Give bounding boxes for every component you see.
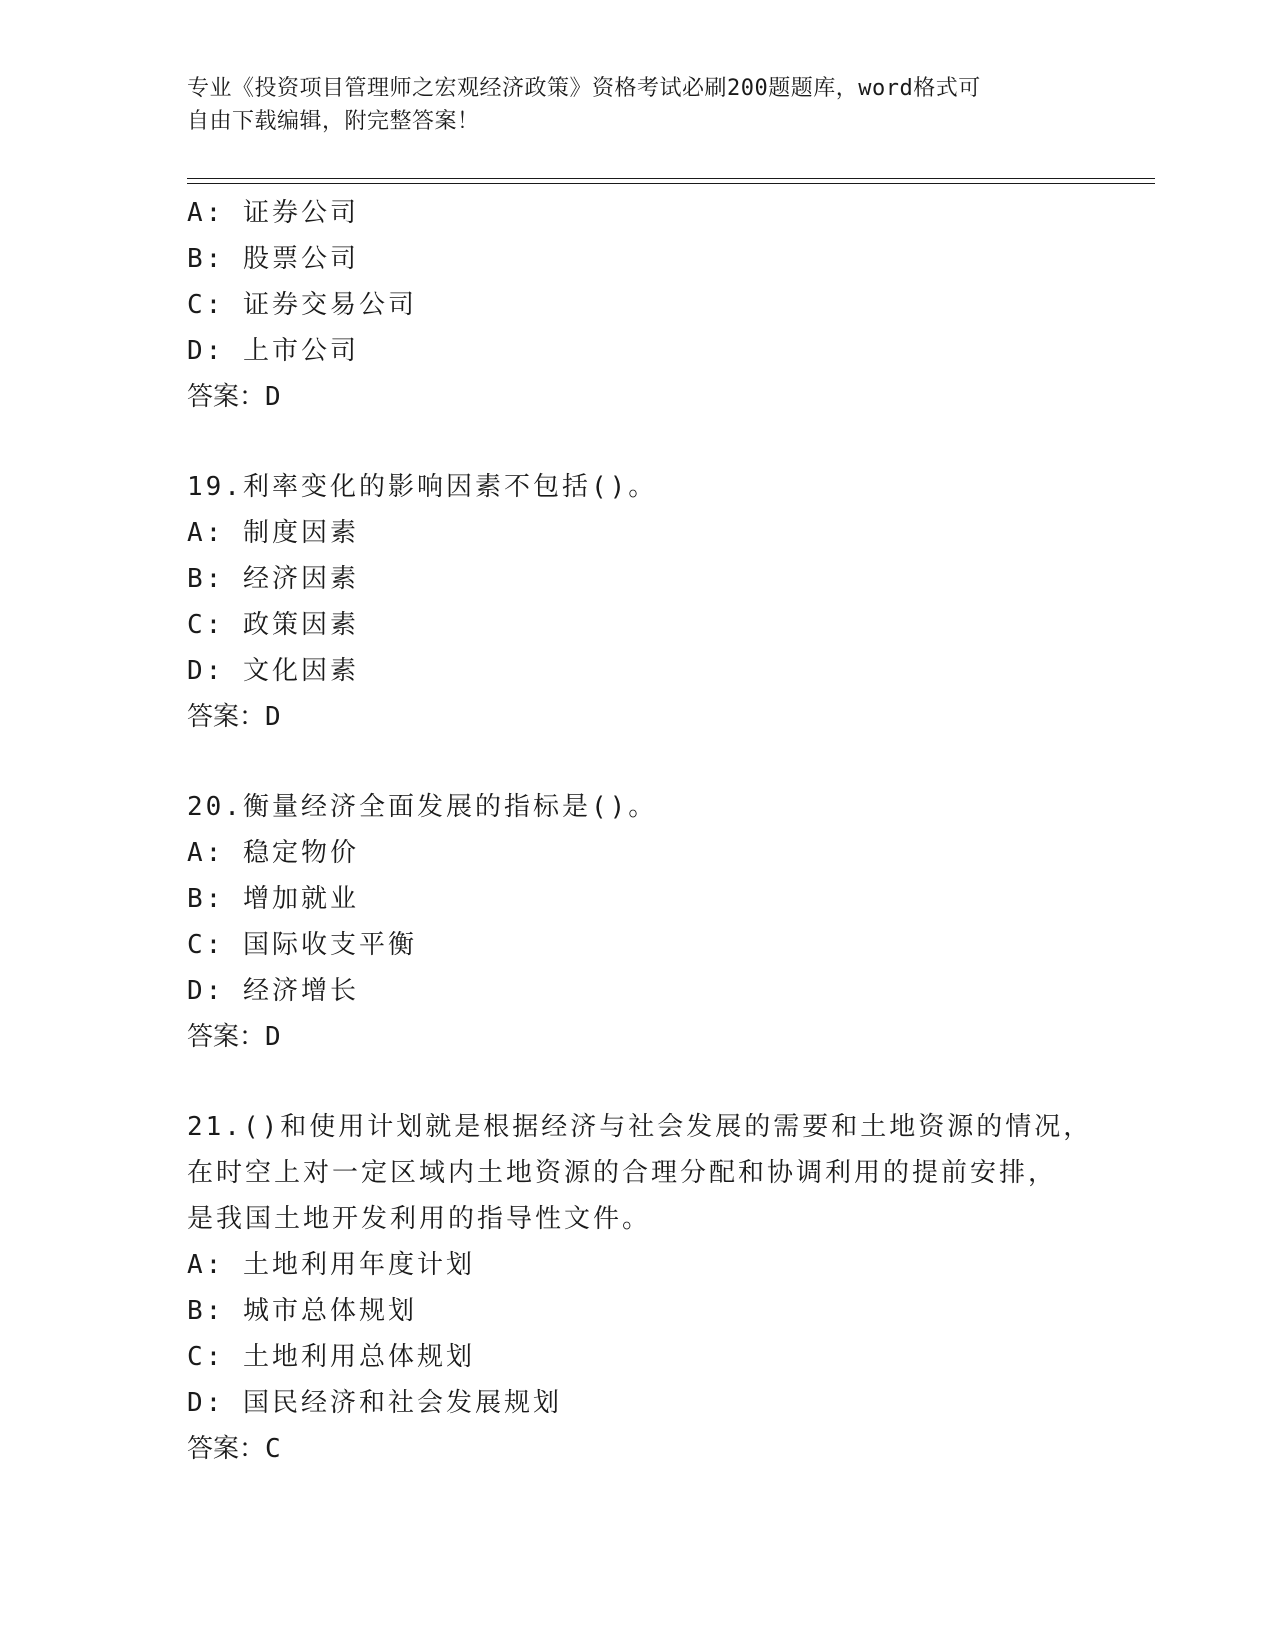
option-d: D: 经济增长 (187, 976, 359, 1006)
answer-line: 答案：D (187, 382, 281, 412)
option-d: D: 国民经济和社会发展规划 (187, 1388, 562, 1418)
question-block-21 (187, 1104, 1155, 1472)
question-content (187, 190, 1155, 1472)
option-d: D: 上市公司 (187, 336, 359, 366)
question-text-line-2: 在时空上对一定区域内土地资源的合理分配和协调利用的提前安排， (187, 1158, 1058, 1188)
question-text: 19.利率变化的影响因素不包括()。 (187, 472, 658, 502)
option-a: A: 证券公司 (187, 198, 359, 228)
question-block-19 (187, 464, 1155, 740)
option-c: C: 土地利用总体规划 (187, 1342, 475, 1372)
option-c: C: 证券交易公司 (187, 290, 417, 320)
answer-line: 答案：D (187, 702, 281, 732)
option-a: A: 土地利用年度计划 (187, 1250, 475, 1280)
answer-line: 答案：C (187, 1434, 281, 1464)
option-a: A: 稳定物价 (187, 838, 359, 868)
option-b: B: 城市总体规划 (187, 1296, 417, 1326)
option-c: C: 政策因素 (187, 610, 359, 640)
spacer (187, 420, 1155, 464)
question-text-line-1: 21.()和使用计划就是根据经济与社会发展的需要和土地资源的情况， (187, 1112, 1093, 1142)
document-header (187, 72, 1067, 138)
header-title-line-1: 专业《投资项目管理师之宏观经济政策》资格考试必刷200题题库，word格式可 (187, 76, 981, 101)
question-block-18-continued (187, 190, 1155, 420)
question-text: 20.衡量经济全面发展的指标是()。 (187, 792, 658, 822)
option-b: B: 经济因素 (187, 564, 359, 594)
question-text-line-3: 是我国土地开发利用的指导性文件。 (187, 1204, 652, 1234)
question-block-20 (187, 784, 1155, 1060)
option-c: C: 国际收支平衡 (187, 930, 417, 960)
header-title-line-2: 自由下载编辑，附完整答案！ (187, 109, 480, 134)
answer-line: 答案：D (187, 1022, 281, 1052)
option-b: B: 增加就业 (187, 884, 359, 914)
header-divider (187, 178, 1155, 184)
option-b: B: 股票公司 (187, 244, 359, 274)
spacer (187, 740, 1155, 784)
option-a: A: 制度因素 (187, 518, 359, 548)
option-d: D: 文化因素 (187, 656, 359, 686)
spacer (187, 1060, 1155, 1104)
